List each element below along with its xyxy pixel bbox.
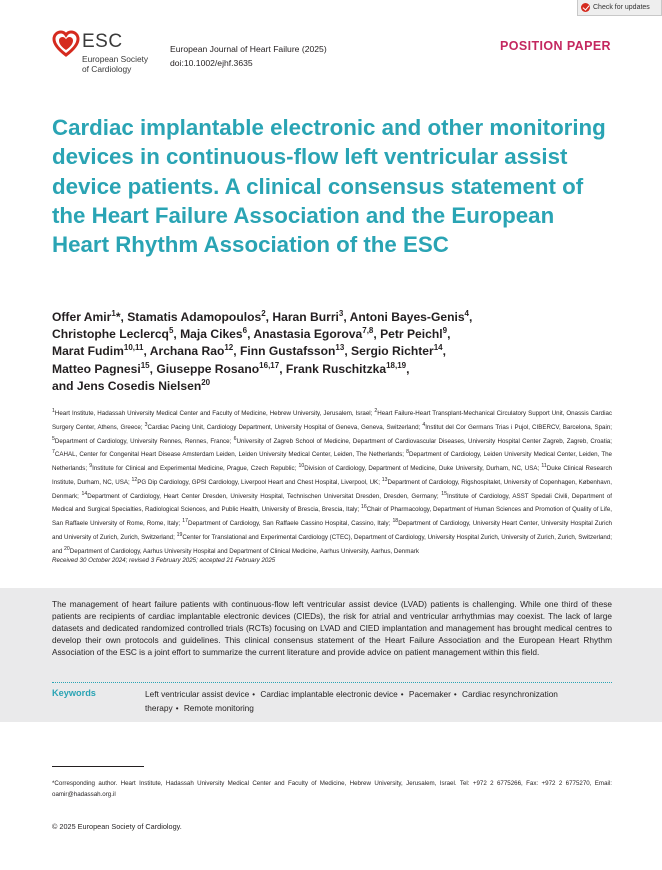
- heart-logo-icon: [52, 30, 80, 58]
- corresponding-author: *Corresponding author. Heart Institute, Hadassah University Medical Center and Faculty of Medicine, Hebrew University, Jerusalem, Israel. Tel: +972 2 6775266, Fax: +972 2 6775270, Email: oamir@hadassah.org.il: [52, 780, 612, 798]
- keywords-list: [145, 688, 565, 715]
- journal-name: European Journal of Heart Failure (2025): [170, 44, 327, 54]
- abstract-text: The management of heart failure patients with continuous-flow left ventricular assist device (LVAD) patients is challenging. While one third of these patients are recipients of cardiac implantable electronic devices (CIEDs), the risk for atrial and ventricular arrhythmias may coexist. The lack of large datasets and dedicated randomized controlled trials (RCTs) focusing on LVAD and CIED implantation and management has brought medical centres to develop their own protocols and guidelines. This clinical consensus statement of the Heart Failure Association and the European Heart Rhythm Association of the ESC is a joint effort to summarize the current literature and provide advice on patient management within this field.: [52, 599, 612, 657]
- logo-subtitle: European Society of Cardiology: [82, 54, 149, 74]
- affiliations: $^1$Heart Institute, Hadassah University Medical Center and Faculty of Medicine, Hebrew University, Jerusalem, Israel; $^2$Heart Failure-Heart Transplant-Mechanical Circulatory Support Unit, Onassis Cardiac Surgery Center, Athens, Greece; $^3$Cardiac Pacing Unit, Cardiology Department, University Hospital of Geneva, Geneva, Switzerland; $^4$Institut del Cor Germans Trias i Pujol, CIBERCV, Barcelona, Spain; $^5$Department of Cardiology, University Rennes, Rennes, France; $^6$University of Zagreb School of Medicine, Department of Cardiovascular Diseases, University Hospital Center Zagreb, Zagreb, Croatia; $^7$CAHAL, Center for Congenital Heart Disease Amsterdam Leiden, Leiden University Medical Center, Leiden, The Netherlands; $^8$Department of Cardiology, Leiden University Medical Center, Leiden, The Netherlands; $^9$Institute for Clinical and Experimental Medicine, Prague, Czech Republic; $^{10}$Division of Cardiology, Department of Medicine, Duke University, Durham, NC, USA; $^{11}$Duke Clinical Research Institute, Durham, NC, USA; $^{12}$PG Dip Cardiology, GPSI Cardiology, Liverpool Heart and Chest Hospital, Liverpool, UK; $^{13}$Department of Cardiology, Rigshospitalet, University of Copenhagen, København, Denmark; $^{14}$Department of Cardiology, Heart Center Dresden, University Hospital, Technischen Universitat Dresden, Dresden, Germany; $^{15}$Institute of Cardiology, ASST Spedali Civili, Department of Medical and Surgical Specialties, Radiological Sciences, and Public Health, University of Brescia, Brescia, Italy; $^{16}$Chair of Pharmacology, Department of Human Sciences and Promotion of Quality of Life, San Raffaele University of Rome, Rome, Italy; $^{17}$Department of Cardiology, San Raffaele Cassino Hospital, Cassino, Italy; $^{18}$Department of Cardiology, University Heart Center, University Hospital Zurich and University of Zurich, Zurich, Switzerland; $^{19}$Center for Translational and Experimental Cardiology (CTEC), Department of Cardiology, University Hospital Zurich, University of Zurich, Zurich, Switzerland; and $^{20}$Department of Cardiology, Aarhus University Hospital and Department of Clinical Medicine, Aarhus University, Aarhus, Denmark: [52, 408, 613, 555]
- abstract-divider: [52, 682, 612, 683]
- bullet-icon: •: [453, 690, 457, 699]
- check-updates-label: Check for updates: [593, 4, 650, 11]
- keywords-label: Keywords: [52, 688, 96, 698]
- bullet-icon: •: [400, 690, 404, 699]
- logo-acronym: ESC: [82, 31, 123, 52]
- author-line: Matteo Pagnesi$^{15}$, Giuseppe Rosano$^{16,17}$, Frank Ruschitzka$^{18,19}$,: [52, 360, 410, 376]
- author-line: Christophe Leclercq$^5$, Maja Cikes$^6$, Anastasia Egorova$^{7,8}$, Petr Peichl$^9$,: [52, 326, 451, 342]
- keyword: Cardiac implantable electronic device: [260, 689, 398, 699]
- keyword: Cardiac resynchronization therapy: [145, 689, 558, 713]
- check-for-updates-button[interactable]: [577, 0, 662, 16]
- author-list: [52, 309, 612, 395]
- paper-title: Cardiac implantable electronic and other monitoring devices in continuous-flow left ventricular assist device patients. A clinical consensus statement of the Heart Failure Association and the European Heart Rhythm Association of the ESC: [52, 115, 606, 258]
- keyword: Pacemaker: [408, 689, 451, 699]
- copyright-notice: © 2025 European Society of Cardiology.: [52, 822, 182, 831]
- keyword: Remote monitoring: [183, 702, 254, 713]
- paper-type: POSITION PAPER: [500, 39, 611, 53]
- footnote-divider: [52, 766, 144, 767]
- doi-link[interactable]: doi:10.1002/ejhf.3635: [170, 57, 253, 68]
- bullet-icon: •: [252, 690, 256, 699]
- author-line: Marat Fudim$^{10,11}$, Archana Rao$^{12}$, Finn Gustafsson$^{13}$, Sergio Richter$^{14}$,: [52, 343, 446, 359]
- author-line: and Jens Cosedis Nielsen$^{20}$: [52, 377, 211, 393]
- check-icon: [581, 3, 590, 12]
- journal-info: [170, 43, 327, 70]
- keyword: Left ventricular assist device: [145, 689, 250, 699]
- esc-logo: [52, 30, 162, 78]
- received-dates: Received 30 October 2024; revised 3 February 2025; accepted 21 February 2025: [52, 557, 276, 564]
- bullet-icon: •: [175, 703, 179, 713]
- author-line: Offer Amir$^1$*, Stamatis Adamopoulos$^2$, Haran Burri$^3$, Antoni Bayes-Genis$^4$,: [52, 308, 473, 324]
